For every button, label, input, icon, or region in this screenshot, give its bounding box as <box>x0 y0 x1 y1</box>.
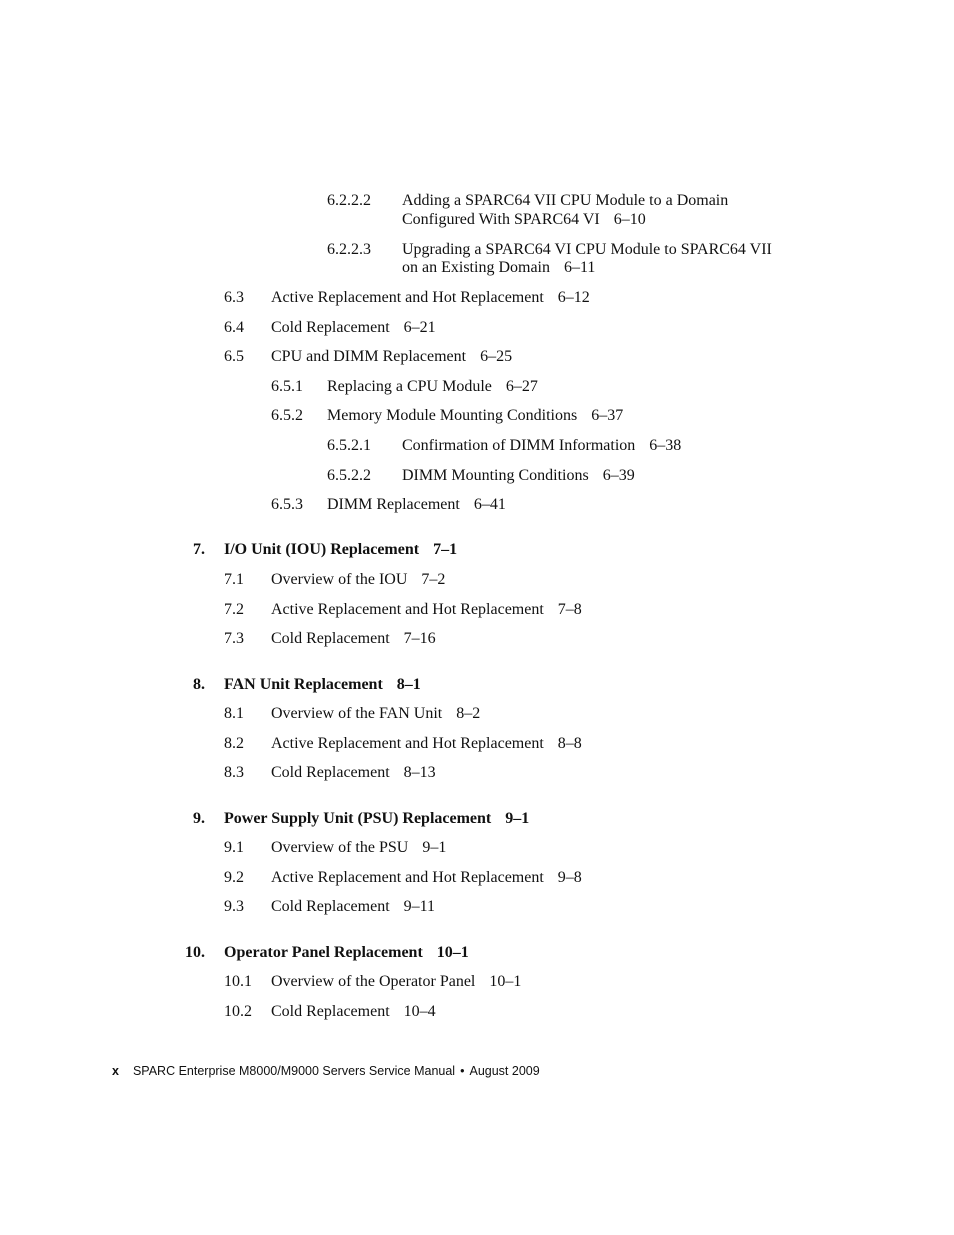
toc-entry-number: 10.2 <box>224 1003 252 1020</box>
toc-entry[interactable] <box>271 972 521 991</box>
toc-entry-title: Active Replacement and Hot Replacement <box>271 601 544 618</box>
toc-chapter-title: FAN Unit Replacement <box>224 676 383 693</box>
toc-entry-number: 6.5.3 <box>271 496 303 513</box>
toc-chapter-page: 9–1 <box>505 810 530 827</box>
toc-entry-page: 6–11 <box>563 259 596 276</box>
toc-entry-title: Replacing a CPU Module <box>327 378 492 395</box>
toc-chapter-page: 8–1 <box>396 676 421 693</box>
toc-entry-number: 9.2 <box>224 869 244 886</box>
toc-entry-title: Upgrading a SPARC64 VI CPU Module to SPARC64 VII <box>402 241 772 258</box>
toc-entry-page: 9–1 <box>422 839 447 856</box>
footer-bullet: • <box>460 1064 465 1078</box>
toc-entry-title: Cold Replacement <box>271 764 390 781</box>
toc-entry-title: Overview of the IOU <box>271 571 408 588</box>
toc-chapter[interactable] <box>224 675 421 694</box>
page-folio: x <box>112 1064 119 1078</box>
toc-chapter[interactable] <box>224 540 457 559</box>
toc-entry-title: Active Replacement and Hot Replacement <box>271 289 544 306</box>
toc-entry-number: 6.5.1 <box>271 378 303 395</box>
toc-entry-page: 8–8 <box>557 735 582 752</box>
toc-entry-page: 6–39 <box>602 467 635 484</box>
toc-entry[interactable] <box>271 570 445 589</box>
toc-entry-title: Cold Replacement <box>271 319 390 336</box>
toc-entry[interactable] <box>271 600 582 619</box>
toc-entry-title: Cold Replacement <box>271 630 390 647</box>
toc-chapter-page: 10–1 <box>436 944 469 961</box>
toc-entry-number: 10.1 <box>224 973 252 990</box>
toc-chapter-number: 7. <box>193 541 205 558</box>
toc-entry-page: 7–8 <box>557 601 582 618</box>
toc-entry-title: Configured With SPARC64 VI <box>402 211 600 228</box>
toc-entry-page: 8–2 <box>456 705 481 722</box>
toc-entry-page: 6–12 <box>557 289 590 306</box>
toc-entry[interactable] <box>271 629 436 648</box>
toc-chapter-number: 8. <box>193 676 205 693</box>
toc-entry-number: 9.1 <box>224 839 244 856</box>
footer-title: SPARC Enterprise M8000/M9000 Servers Service Manual <box>132 1064 456 1078</box>
toc-entry-title: Overview of the PSU <box>271 839 409 856</box>
toc-chapter-page: 7–1 <box>433 541 458 558</box>
toc-entry-title: on an Existing Domain <box>402 259 550 276</box>
toc-entry[interactable] <box>402 258 595 277</box>
toc-entry-number: 8.3 <box>224 764 244 781</box>
toc-entry[interactable] <box>271 704 480 723</box>
toc-entry-page: 6–27 <box>505 378 538 395</box>
toc-entry[interactable] <box>271 1002 436 1021</box>
toc-chapter-number: 9. <box>193 810 205 827</box>
toc-entry-number: 7.2 <box>224 601 244 618</box>
toc-entry-title: DIMM Mounting Conditions <box>402 467 589 484</box>
toc-entry-page: 7–16 <box>403 630 436 647</box>
toc-chapter-title: I/O Unit (IOU) Replacement <box>224 541 420 558</box>
toc-entry[interactable] <box>271 763 436 782</box>
toc-entry-page: 6–38 <box>649 437 682 454</box>
toc-entry-title: Active Replacement and Hot Replacement <box>271 869 544 886</box>
toc-entry-number: 8.1 <box>224 705 244 722</box>
toc-entry-number: 6.3 <box>224 289 244 306</box>
footer-date: August 2009 <box>469 1064 540 1078</box>
toc-entry-page: 6–10 <box>613 211 646 228</box>
toc-entry-page: 6–37 <box>591 407 624 424</box>
toc-entry-title: DIMM Replacement <box>327 496 460 513</box>
toc-entry[interactable] <box>271 897 435 916</box>
toc-entry-page: 9–8 <box>557 869 582 886</box>
page-footer <box>112 1063 540 1079</box>
toc-entry-number: 6.4 <box>224 319 244 336</box>
toc-entry-number: 8.2 <box>224 735 244 752</box>
toc-entry-number: 7.1 <box>224 571 244 588</box>
toc-entry-number: 6.5.2.2 <box>327 467 371 484</box>
toc-entry-title: Active Replacement and Hot Replacement <box>271 735 544 752</box>
toc-entry[interactable] <box>271 734 582 753</box>
toc-entry-number: 6.5 <box>224 348 244 365</box>
toc-entry-title: Adding a SPARC64 VII CPU Module to a Domain <box>402 192 729 209</box>
toc-entry-number: 6.2.2.2 <box>327 192 371 209</box>
toc-entry-title: Overview of the FAN Unit <box>271 705 443 722</box>
toc-entry-page: 9–11 <box>403 898 436 915</box>
toc-entry[interactable] <box>271 868 582 887</box>
toc-chapter[interactable] <box>224 943 469 962</box>
toc-chapter-number: 10. <box>185 944 205 961</box>
toc-chapter[interactable] <box>224 809 529 828</box>
toc-entry-number: 6.5.2.1 <box>327 437 371 454</box>
toc-entry-page: 6–41 <box>473 496 506 513</box>
toc-entry-page: 6–25 <box>480 348 513 365</box>
toc-entry[interactable] <box>327 495 506 514</box>
toc-entry[interactable] <box>402 436 681 455</box>
toc-entry[interactable] <box>402 466 635 485</box>
toc-entry-page: 10–1 <box>489 973 522 990</box>
toc-entry-page: 10–4 <box>403 1003 436 1020</box>
toc-entry[interactable] <box>271 838 446 857</box>
toc-entry-number: 7.3 <box>224 630 244 647</box>
toc-entry-title: Cold Replacement <box>271 1003 390 1020</box>
toc-entry[interactable] <box>271 318 436 337</box>
toc-entry-title: Memory Module Mounting Conditions <box>327 407 578 424</box>
toc-entry-number: 6.2.2.3 <box>327 241 371 258</box>
toc-entry[interactable] <box>271 288 590 307</box>
toc-entry[interactable] <box>402 210 646 229</box>
toc-entry-number: 9.3 <box>224 898 244 915</box>
toc-entry-title: CPU and DIMM Replacement <box>271 348 467 365</box>
toc-entry-title: Cold Replacement <box>271 898 390 915</box>
toc-entry-page: 8–13 <box>403 764 436 781</box>
toc-entry-page: 7–2 <box>421 571 446 588</box>
toc-entry-number: 6.5.2 <box>271 407 303 424</box>
toc-entry[interactable] <box>271 347 512 366</box>
toc-chapter-title: Operator Panel Replacement <box>224 944 423 961</box>
toc-entry[interactable] <box>327 406 623 425</box>
toc-entry[interactable] <box>327 377 538 396</box>
toc-entry-title: Confirmation of DIMM Information <box>402 437 636 454</box>
toc-chapter-title: Power Supply Unit (PSU) Replacement <box>224 810 492 827</box>
toc-entry-title: Overview of the Operator Panel <box>271 973 476 990</box>
toc-entry-page: 6–21 <box>403 319 436 336</box>
